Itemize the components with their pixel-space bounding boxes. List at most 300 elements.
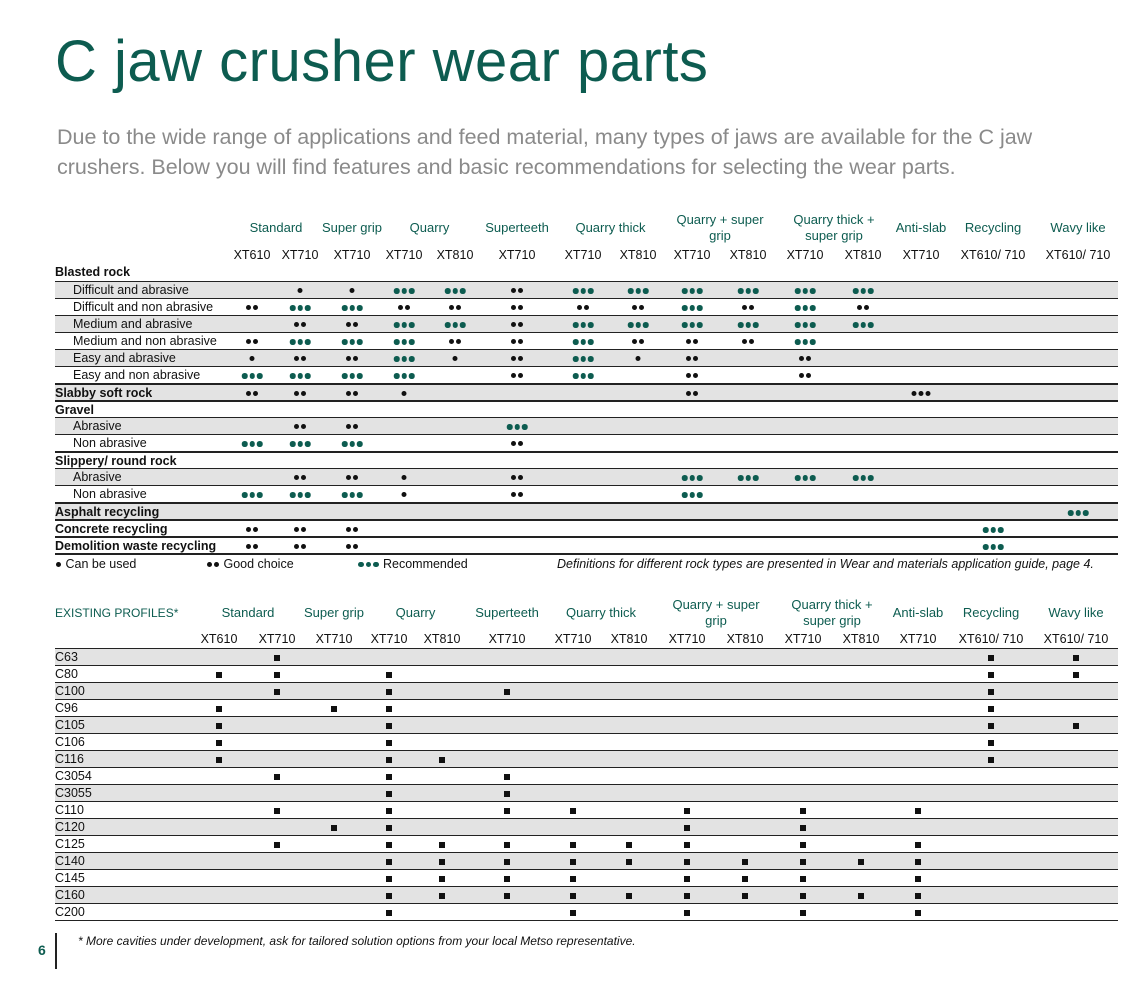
rock-group-header: Quarry thick + super grip [793,212,875,243]
profile-label: C100 [55,684,85,698]
rock-group-header: Recycling [964,220,1022,235]
recommended-dot [745,322,751,328]
recommended-dot [342,305,348,311]
suitability-mark [289,333,312,350]
suitability-dot [632,339,637,344]
suitability-mark [510,435,524,452]
square-icon [504,808,510,814]
suitability-dot [253,544,258,549]
suitability-dot [511,305,516,310]
recommended-dot [860,475,866,481]
suitability-mark [852,469,875,486]
suitability-dot [346,544,351,549]
suitability-dot [693,356,698,361]
recommended-dot [452,288,458,294]
suitability-mark [576,299,590,316]
recommended-dot [643,288,649,294]
suitability-mark [448,333,462,350]
suitability-dot [207,562,212,567]
rock-grade-header: XT810 [729,248,767,262]
recommended-dot [290,441,296,447]
recommended-dot [522,424,528,430]
recommended-dot [1075,510,1081,516]
square-icon [1073,723,1079,729]
profile-row [55,784,1118,802]
recommended-dot [697,288,703,294]
legend-good-choice [206,557,294,571]
suitability-dot [686,373,691,378]
recommended-dot [588,356,594,362]
availability-mark [988,734,994,751]
recommended-dot [394,322,400,328]
suitability-mark [448,299,462,316]
square-icon [216,740,222,746]
square-icon [386,876,392,882]
suitability-dot [518,475,523,480]
square-icon [800,842,806,848]
recommended-dot [682,288,688,294]
suitability-dot [246,544,251,549]
suitability-dot [639,339,644,344]
recommended-dot [290,305,296,311]
recommended-dot [401,356,407,362]
rock-type-row [55,468,1118,486]
recommended-dot [580,356,586,362]
suitability-mark [341,367,364,384]
legend-label: Good choice [220,557,294,571]
square-icon [915,842,921,848]
suitability-mark [852,316,875,333]
recommended-dot [802,305,808,311]
recommended-dot [628,322,634,328]
suitability-dot [453,356,458,361]
recommended-dot [753,288,759,294]
recommended-dot [697,492,703,498]
suitability-dot [353,527,358,532]
availability-mark [386,853,392,870]
recommended-dot [689,322,695,328]
suitability-mark [506,418,529,435]
square-icon [216,757,222,763]
rock-grade-header: XT610/ 710 [1045,248,1111,262]
suitability-dot [246,305,251,310]
suitability-dot [246,527,251,532]
recommended-dot [342,492,348,498]
suitability-dot [749,339,754,344]
suitability-dot [518,373,523,378]
availability-mark [386,717,392,734]
square-icon [386,859,392,865]
row-label: Blasted rock [55,265,131,279]
recommended-dot [409,373,415,379]
rock-grade-header: XT810 [436,248,474,262]
square-icon [988,740,994,746]
suitability-mark [741,333,755,350]
availability-mark [915,836,921,853]
row-label: Gravel [55,403,94,417]
profile-row [55,682,1118,700]
suitability-dot [301,356,306,361]
square-icon [439,859,445,865]
suitability-dot [398,305,403,310]
profile-grade-header: XT710 [668,632,706,646]
recommended-dot [305,373,311,379]
category-row [55,264,1118,281]
profile-grade-header: XT710 [554,632,592,646]
page-title: C jaw crusher wear parts [55,29,709,94]
suitability-mark [393,282,416,299]
availability-mark [386,887,392,904]
availability-mark [504,887,510,904]
availability-mark [626,853,632,870]
availability-mark [386,734,392,751]
square-icon [626,893,632,899]
square-icon [386,893,392,899]
suitability-dot [301,391,306,396]
recommended-dot [682,322,688,328]
profile-row [55,801,1118,819]
suitability-mark [293,418,307,435]
recommended-dot [697,322,703,328]
page-number: 6 [38,942,46,958]
suitability-dot [518,339,523,344]
availability-mark [386,904,392,921]
suitability-dot [639,305,644,310]
suitability-mark [249,350,256,367]
availability-mark [988,717,994,734]
recommended-dot [802,288,808,294]
recommended-dot [445,322,451,328]
suitability-mark [341,435,364,452]
square-icon [915,910,921,916]
square-icon [915,876,921,882]
recommended-dot [357,305,363,311]
square-icon [570,808,576,814]
suitability-dot [301,544,306,549]
suitability-dot [632,305,637,310]
suitability-mark [572,316,595,333]
square-icon [800,825,806,831]
recommended-dot [342,373,348,379]
recommended-dot [745,288,751,294]
availability-mark [684,836,690,853]
availability-mark [800,836,806,853]
profile-group-header: Quarry + super grip [672,597,760,628]
suitability-mark [345,469,359,486]
square-icon [684,910,690,916]
suitability-dot [346,424,351,429]
profile-label: C105 [55,718,85,732]
row-label: Difficult and non abrasive [73,300,214,314]
recommended-dot [460,288,466,294]
suitability-dot [693,339,698,344]
suitability-mark [297,282,304,299]
availability-mark [915,802,921,819]
availability-mark [439,853,445,870]
suitability-dot [253,391,258,396]
availability-mark [742,870,748,887]
suitability-dot [346,322,351,327]
suitability-mark [631,333,645,350]
recommended-dot [738,288,744,294]
row-label: Asphalt recycling [55,505,160,519]
suitability-mark [444,316,467,333]
availability-mark [800,870,806,887]
recommended-dot [409,356,415,362]
square-icon [858,893,864,899]
rock-type-row [55,281,1118,299]
square-icon [570,876,576,882]
recommended-dot [682,305,688,311]
profile-group-header: Recycling [962,605,1020,620]
square-icon [331,825,337,831]
recommended-dot [349,492,355,498]
profile-row [55,648,1118,666]
suitability-mark [245,333,259,350]
profile-label: C63 [55,650,78,664]
suitability-mark [794,299,817,316]
availability-mark [439,887,445,904]
recommended-dot [635,322,641,328]
square-icon [331,706,337,712]
square-icon [800,910,806,916]
intro-paragraph: Due to the wide range of applications and feed material, many types of jaws are available for the C jaw crushers. Below you will find features and basic recommendations for selecting the wear parts. [57,125,1033,179]
profile-label: C3054 [55,769,92,783]
availability-mark [1073,717,1079,734]
availability-mark [858,853,864,870]
suitability-mark [245,299,259,316]
suitability-dot [346,527,351,532]
legend-label: Can be used [62,557,137,571]
availability-mark [504,768,510,785]
recommended-dot [738,475,744,481]
profile-label: C106 [55,735,85,749]
suitability-dot [511,322,516,327]
availability-mark [386,683,392,700]
recommended-dot [507,424,513,430]
recommended-dot [1068,510,1074,516]
suitability-dot [806,356,811,361]
availability-mark [1073,649,1079,666]
square-icon [504,893,510,899]
profile-row [55,818,1118,836]
availability-mark [800,819,806,836]
suitability-dot [301,322,306,327]
availability-mark [216,734,222,751]
recommended-dot [682,475,688,481]
availability-mark [915,904,921,921]
profile-row [55,852,1118,870]
suitability-mark [631,299,645,316]
suitability-mark [794,316,817,333]
suitability-mark [293,316,307,333]
recommended-dot [305,492,311,498]
recommended-dot [249,492,255,498]
recommended-dot [573,288,579,294]
rock-type-row [55,349,1118,367]
recommended-dot [868,475,874,481]
profile-grade-header: XT710 [899,632,937,646]
rock-grade-header: XT810 [619,248,657,262]
recommended-dot [394,339,400,345]
profile-row [55,767,1118,785]
suitability-mark [685,350,699,367]
suitability-dot [511,492,516,497]
recommended-dot [305,441,311,447]
availability-mark [800,904,806,921]
rock-grade-header: XT710 [673,248,711,262]
recommended-dot [242,373,248,379]
suitability-mark [241,435,264,452]
square-icon [439,893,445,899]
row-label: Abrasive [73,419,122,433]
availability-mark [570,904,576,921]
suitability-mark [737,282,760,299]
recommended-dot [689,492,695,498]
square-icon [684,876,690,882]
suitability-dot [799,356,804,361]
suitability-dot [742,339,747,344]
suitability-dot [511,441,516,446]
suitability-mark [241,367,264,384]
recommended-dot [349,339,355,345]
availability-mark [915,887,921,904]
square-icon [988,757,994,763]
suitability-mark [510,350,524,367]
profile-grade-header: XT610/ 710 [958,632,1024,646]
availability-mark [684,870,690,887]
availability-mark [988,751,994,768]
recommended-dot [394,288,400,294]
suitability-dot [686,356,691,361]
suitability-dot [298,288,303,293]
recommended-dot [795,305,801,311]
square-icon [386,706,392,712]
square-icon [1073,655,1079,661]
square-icon [915,808,921,814]
availability-mark [216,700,222,717]
square-icon [988,655,994,661]
suitability-mark [510,316,524,333]
availability-mark [504,683,510,700]
recommended-dot [860,288,866,294]
square-icon [274,842,280,848]
suitability-mark [798,350,812,367]
recommended-dot [802,322,808,328]
suitability-dot [912,391,917,396]
recommended-dot [460,322,466,328]
recommended-dot [689,288,695,294]
profile-grade-header: XT810 [726,632,764,646]
square-icon [386,689,392,695]
rock-group-header: Super grip [322,220,382,235]
recommended-dot [357,492,363,498]
suitability-mark [627,282,650,299]
recommended-dot [401,288,407,294]
square-icon [988,706,994,712]
square-icon [626,842,632,848]
recommended-dot [853,475,859,481]
table-bottom-rule [55,920,1118,921]
availability-mark [386,785,392,802]
suitability-dot [294,322,299,327]
rock-type-row [55,417,1118,435]
suitability-dot [301,527,306,532]
availability-mark [858,887,864,904]
profile-group-header: Standard [221,605,275,620]
row-label: Slippery/ round rock [55,454,177,468]
recommended-dot [795,339,801,345]
square-icon [386,910,392,916]
square-icon [988,689,994,695]
square-icon [570,859,576,865]
suitability-mark [444,282,467,299]
suitability-dot [353,544,358,549]
suitability-mark [685,367,699,384]
profile-label: C160 [55,888,85,902]
recommended-dot [795,288,801,294]
profile-grade-header: XT610/ 710 [1043,632,1109,646]
profile-label: C110 [55,803,84,817]
recommended-dot [342,339,348,345]
suitability-dot [511,356,516,361]
footnote: * More cavities under development, ask for tailored solution options from your local Metso representative. [78,934,636,948]
square-icon [988,672,994,678]
square-icon [216,672,222,678]
row-label: Concrete recycling [55,522,168,536]
suitability-mark [681,282,704,299]
suitability-dot [250,356,255,361]
suitability-dot [294,356,299,361]
suitability-dot [511,373,516,378]
profile-row [55,699,1118,717]
availability-mark [988,649,994,666]
suitability-mark [572,333,595,350]
suitability-mark [852,282,875,299]
availability-mark [988,666,994,683]
recommended-dot [573,373,579,379]
availability-mark [800,887,806,904]
profile-grade-header: XT810 [842,632,880,646]
rock-grade-header: XT610/ 710 [960,248,1026,262]
suitability-dot [686,391,691,396]
profile-label: C140 [55,854,85,868]
profile-group-header: Quarry [395,605,436,620]
suitability-dot [294,475,299,480]
square-icon [570,910,576,916]
suitability-dot [346,475,351,480]
suitability-mark [572,282,595,299]
recommended-dot [401,339,407,345]
suitability-dot [253,527,258,532]
recommended-dot [998,544,1004,550]
profile-grade-header: XT710 [370,632,408,646]
suitability-dot [518,441,523,446]
recommended-dot [580,322,586,328]
recommended-dot [257,441,263,447]
suitability-dot [456,339,461,344]
availability-mark [504,785,510,802]
suitability-dot [511,288,516,293]
suitability-mark [794,282,817,299]
suitability-dot [353,475,358,480]
suitability-mark [685,333,699,350]
rock-type-row [55,298,1118,316]
suitability-dot [353,424,358,429]
recommended-dot [635,288,641,294]
rock-grade-header: XT710 [385,248,423,262]
suitability-mark [393,333,416,350]
